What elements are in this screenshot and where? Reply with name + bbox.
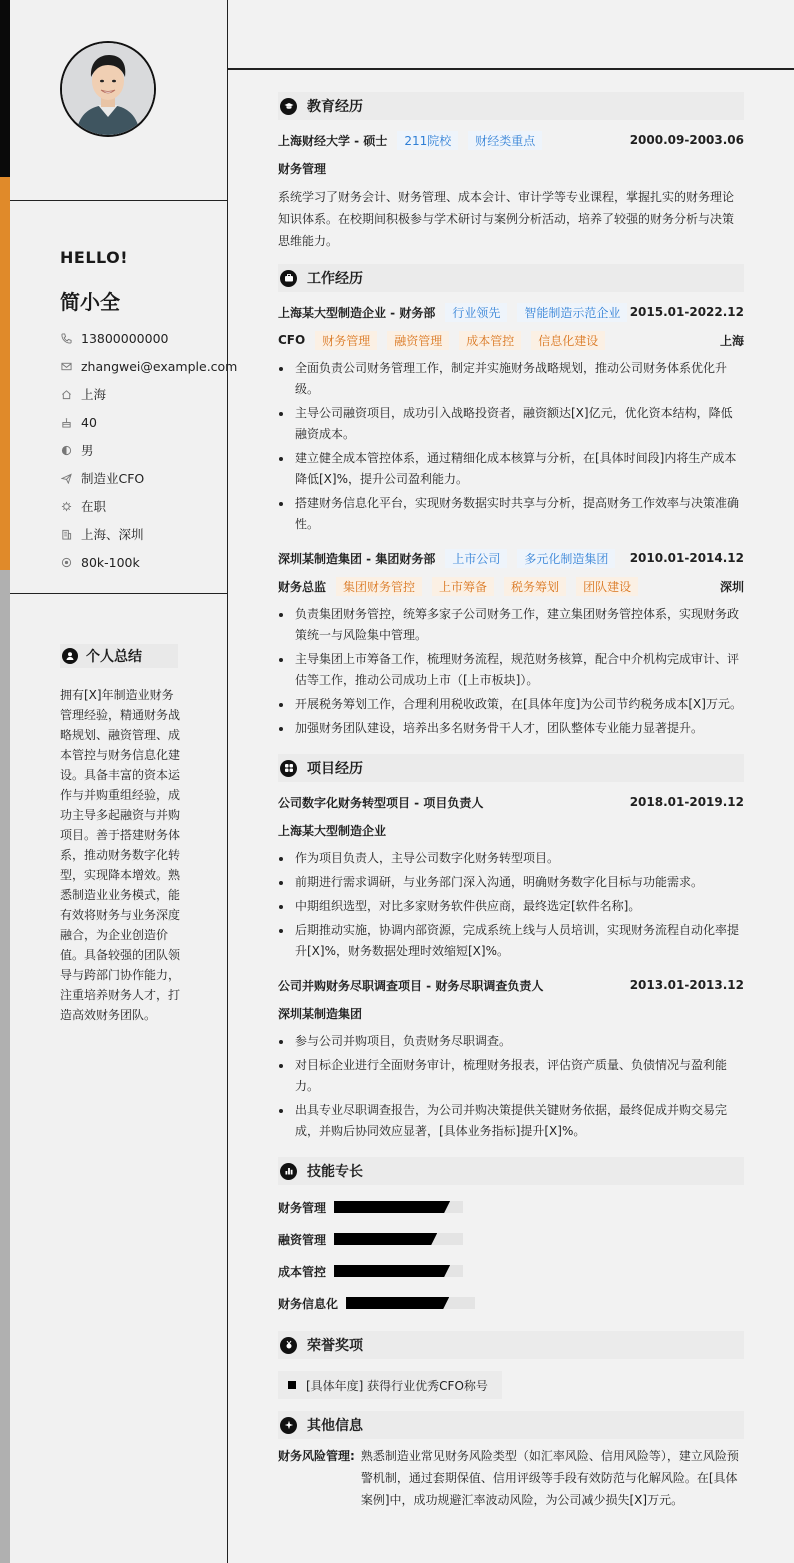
info-status	[60, 492, 237, 520]
skills-heading	[278, 1157, 744, 1185]
info-cities	[60, 520, 237, 548]
money-icon	[60, 556, 72, 568]
skills-title: 技能专长	[307, 1164, 363, 1180]
summary-text: 拥有[X]年制造业财务管理经验，精通财务战略规划、融资管理、成本管控与财务信息化建设。具备丰富的资本运作与并购重组经验，成功主导多起融资与并购项目。善于搭建财务体系，推动财务数字化转型，实现降本增效。熟悉制造业业务模式，能有效将财务与业务深度融合，为企业创造价值。具备较强的团队领导与跨部门协作能力，注重培养财务人才，打造高效财务团队。	[60, 688, 181, 1022]
list-item: 出具专业尽职调查报告，为公司并购决策提供关键财务依据，最终促成并购交易完成，并购后协同效应显著，[具体业务指标]提升[X]%。	[278, 1100, 744, 1142]
building-icon	[60, 528, 72, 540]
project-org: 深圳某制造集团	[278, 1006, 363, 1021]
job-city: 上海	[719, 333, 744, 348]
gender-icon	[60, 444, 72, 456]
info-position	[60, 464, 237, 492]
list-item: 前期进行需求调研，与业务部门深入沟通，明确财务数字化目标与功能需求。	[278, 872, 744, 893]
phone-text: 13800000000	[81, 330, 169, 346]
skill-label: 财务管理	[278, 1200, 327, 1215]
skill-level-fill	[346, 1297, 449, 1309]
cities-text: 上海、深圳	[81, 527, 144, 542]
bar-chart-icon	[280, 1163, 297, 1180]
job-bullets	[278, 358, 744, 535]
home-icon	[60, 388, 72, 400]
status-text: 在职	[81, 499, 107, 514]
skills-section	[278, 1157, 744, 1319]
contact-info-list	[60, 324, 237, 576]
school-tag: 财经类重点	[468, 131, 542, 150]
job-skill-tag: 团队建设	[576, 577, 638, 596]
skill-level-bar	[334, 1265, 463, 1277]
job-skill-tag: 上市筹备	[432, 577, 494, 596]
job-role-row	[278, 572, 744, 600]
send-icon	[60, 472, 72, 484]
info-gender	[60, 436, 237, 464]
email-text: zhangwei@example.com	[81, 358, 238, 374]
job-tag: 行业领先	[445, 303, 507, 322]
candidate-name: 简小全	[60, 290, 120, 314]
list-item: 参与公司并购项目，负责财务尽职调查。	[278, 1031, 744, 1052]
job-header	[278, 544, 744, 572]
cake-icon	[60, 416, 72, 428]
school-tag: 211院校	[397, 131, 458, 150]
project-bullets	[278, 1031, 744, 1142]
awards-heading	[278, 1331, 744, 1359]
job-role-row	[278, 326, 744, 354]
info-email	[60, 352, 237, 380]
work-section	[278, 264, 744, 739]
other-section	[278, 1411, 744, 1511]
mail-icon	[60, 360, 72, 372]
info-phone	[60, 324, 237, 352]
job-header	[278, 298, 744, 326]
job-role: 财务总监	[278, 579, 327, 594]
info-salary	[60, 548, 237, 576]
skill-level-bar	[334, 1233, 463, 1245]
project-bullets	[278, 848, 744, 962]
education-section	[278, 92, 744, 252]
grid-icon	[280, 760, 297, 777]
job-skill-tag: 成本管控	[459, 331, 521, 350]
list-item: 加强财务团队建设，培养出多名财务骨干人才，团队整体专业能力显著提升。	[278, 718, 744, 739]
accent-stripe-orange	[0, 177, 10, 570]
major-row	[278, 154, 744, 182]
sparkle-icon	[280, 1417, 297, 1434]
skill-label: 成本管控	[278, 1264, 327, 1279]
summary-heading	[60, 644, 178, 668]
sidebar	[10, 0, 238, 1563]
project-org-row	[278, 816, 744, 844]
sidebar-divider-2	[10, 593, 228, 594]
other-heading	[278, 1411, 744, 1439]
job-tag: 智能制造示范企业	[517, 303, 627, 322]
avatar-portrait-icon	[62, 43, 154, 135]
skill-row	[278, 1223, 744, 1255]
location-text: 上海	[81, 387, 107, 402]
skill-level-bar	[334, 1201, 463, 1213]
job-skill-tag: 融资管理	[387, 331, 449, 350]
award-item	[278, 1371, 502, 1399]
person-icon	[62, 648, 78, 664]
skill-level-fill	[334, 1201, 450, 1213]
hello-heading: HELLO!	[60, 248, 129, 267]
list-item: 主导公司融资项目，成功引入战略投资者，融资额达[X]亿元，优化资本结构，降低融资成本。	[278, 403, 744, 445]
skills-list	[278, 1191, 744, 1319]
accent-stripe-black	[0, 0, 10, 177]
projects-heading	[278, 754, 744, 782]
main-content	[278, 92, 744, 1511]
job-city: 深圳	[719, 579, 744, 594]
info-location	[60, 380, 237, 408]
accent-stripe-grey	[0, 570, 10, 1563]
list-item: 后期推动实施，协调内部资源，完成系统上线与人员培训，实现财务流程自动化率提升[X]%，财务数据处理时效缩短[X]%。	[278, 920, 744, 962]
major-name: 财务管理	[278, 161, 327, 176]
project-date: 2018.01-2019.12	[629, 795, 744, 809]
project-org-row	[278, 999, 744, 1027]
job-role: CFO	[278, 333, 306, 347]
job-tag: 多元化制造集团	[517, 549, 615, 568]
work-title: 工作经历	[307, 271, 363, 287]
skill-level-bar	[346, 1297, 475, 1309]
job-company: 上海某大型制造企业 - 财务部	[278, 305, 436, 320]
skill-row	[278, 1255, 744, 1287]
skill-row	[278, 1287, 744, 1319]
skill-label: 财务信息化	[278, 1296, 339, 1311]
job-date: 2015.01-2022.12	[629, 305, 744, 319]
list-item: 建立健全成本管控体系，通过精细化成本核算与分析，在[具体时间段]内将生产成本降低[X]%，提升公司盈利能力。	[278, 448, 744, 490]
education-row	[278, 126, 744, 154]
list-item: 开展税务筹划工作，合理利用税收政策，在[具体年度]为公司节约税务成本[X]万元。	[278, 694, 744, 715]
education-description: 系统学习了财务会计、财务管理、成本会计、审计学等专业课程，掌握扎实的财务理论知识体系。在校期间积极参与学术研讨与案例分析活动，培养了较强的财务分析与决策思维能力。	[278, 190, 735, 248]
status-icon	[60, 500, 72, 512]
medal-icon	[280, 1337, 297, 1354]
gender-text: 男	[81, 443, 94, 458]
list-item: 搭建财务信息化平台，实现财务数据实时共享与分析，提高财务工作效率与决策准确性。	[278, 493, 744, 535]
age-text: 40	[81, 414, 97, 430]
summary-title: 个人总结	[86, 649, 142, 665]
list-item: 负责集团财务管控，统筹多家子公司财务工作，建立集团财务管控体系，实现财务政策统一与风险集中管理。	[278, 604, 744, 646]
awards-title: 荣誉奖项	[307, 1338, 363, 1354]
awards-section	[278, 1331, 744, 1399]
job-entry	[278, 298, 744, 535]
job-entry	[278, 544, 744, 739]
project-entry	[278, 788, 744, 962]
school-name: 上海财经大学 - 硕士	[278, 133, 388, 148]
skill-row	[278, 1191, 744, 1223]
avatar	[60, 41, 156, 137]
project-header	[278, 971, 744, 999]
other-value: 熟悉制造业常见财务风险类型（如汇率风险、信用风险等），建立风险预警机制，通过套期保值、信用评级等手段有效防范与化解风险。在[具体案例]中，成功规避汇率波动风险，为公司减少损失[X]万元。	[360, 1449, 739, 1507]
skill-label: 融资管理	[278, 1232, 327, 1247]
info-age	[60, 408, 237, 436]
other-title: 其他信息	[307, 1418, 363, 1434]
job-bullets	[278, 604, 744, 739]
skill-level-fill	[334, 1265, 450, 1277]
job-skill-tag: 信息化建设	[531, 331, 605, 350]
phone-icon	[60, 332, 72, 344]
list-item: 全面负责公司财务管理工作，制定并实施财务战略规划，推动公司财务体系优化升级。	[278, 358, 744, 400]
salary-text: 80k-100k	[81, 554, 140, 570]
project-name: 公司数字化财务转型项目 - 项目负责人	[278, 795, 484, 810]
position-text: 制造业CFO	[81, 471, 145, 486]
job-skill-tag: 税务筹划	[504, 577, 566, 596]
square-bullet-icon	[288, 1381, 296, 1389]
list-item: 对目标企业进行全面财务审计，梳理财务报表，评估资产质量、负债情况与盈利能力。	[278, 1055, 744, 1097]
project-org: 上海某大型制造企业	[278, 823, 387, 838]
project-name: 公司并购财务尽职调查项目 - 财务尽职调查负责人	[278, 978, 544, 993]
graduation-cap-icon	[280, 98, 297, 115]
other-item	[278, 1445, 744, 1511]
award-text: [具体年度] 获得行业优秀CFO称号	[306, 1378, 488, 1393]
project-date: 2013.01-2013.12	[629, 978, 744, 992]
job-tag: 上市公司	[445, 549, 507, 568]
list-item: 主导集团上市筹备工作，梳理财务流程，规范财务核算，配合中介机构完成审计、评估等工作，推动公司成功上市（[上市板块]）。	[278, 649, 744, 691]
main-top-divider	[228, 68, 794, 70]
education-title: 教育经历	[307, 99, 363, 115]
job-company: 深圳某制造集团 - 集团财务部	[278, 551, 436, 566]
job-date: 2010.01-2014.12	[629, 551, 744, 565]
job-skill-tag: 财务管理	[315, 331, 377, 350]
list-item: 中期组织选型，对比多家财务软件供应商，最终选定[软件名称]。	[278, 896, 744, 917]
skill-level-fill	[334, 1233, 437, 1245]
work-heading	[278, 264, 744, 292]
briefcase-icon	[280, 270, 297, 287]
sidebar-divider	[10, 200, 228, 201]
project-entry	[278, 971, 744, 1142]
other-key: 财务风险管理:	[278, 1449, 355, 1463]
projects-title: 项目经历	[307, 761, 363, 777]
project-header	[278, 788, 744, 816]
projects-section	[278, 754, 744, 1142]
education-date: 2000.09-2003.06	[629, 133, 744, 147]
list-item: 作为项目负责人，主导公司数字化财务转型项目。	[278, 848, 744, 869]
education-heading	[278, 92, 744, 120]
job-skill-tag: 集团财务管控	[336, 577, 422, 596]
